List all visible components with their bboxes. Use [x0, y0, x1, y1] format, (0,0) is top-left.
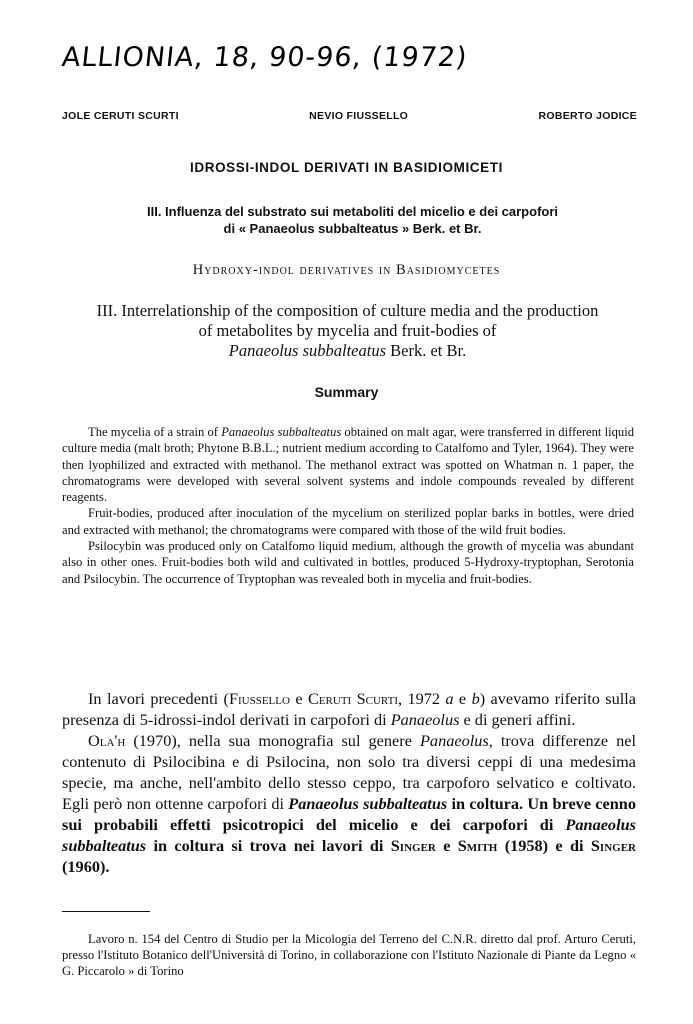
footnote — [62, 931, 636, 1024]
citation-author-ceruti-scurti: Ceruti Scurti — [307, 689, 398, 708]
body-p2-species-1: Panaeolus subbalteatus — [288, 794, 448, 813]
body-p1-and: e — [289, 689, 308, 708]
body-p1-text-b: ) avevamo riferito sulla presenza di 5-idrossi-indol derivati in carpofori di — [62, 689, 637, 729]
author-2: NEVIO FIUSSELLO — [309, 110, 409, 122]
body-p1-ref-a: a — [445, 689, 454, 708]
summary-text — [62, 424, 634, 587]
title-italian: IDROSSI-INDOL DERIVATI IN BASIDIOMICETI — [190, 160, 503, 175]
body-p2-text-d: in coltura si trova nei lavori di — [146, 836, 391, 855]
author-1: JOLE CERUTI SCURTI — [62, 110, 179, 122]
body-paragraph-2 — [62, 730, 636, 877]
summary-p1-text-a: The mycelia of a strain of — [88, 425, 222, 439]
citation-author-singer-2: Singer — [590, 836, 636, 855]
body-paragraph-1 — [62, 688, 636, 730]
body-p1-text-a: In lavori precedenti ( — [88, 689, 229, 708]
summary-paragraph-2: Fruit-bodies, produced after inoculation of the mycelium on sterilized poplar barks in bottles, were dried and extracted with methanol; the chromatograms were compared with those of the wild fruit bodies. — [62, 506, 634, 537]
body-p2-text-g: (1960). — [62, 857, 110, 876]
subtitle-italian-line-2: di « Panaeolus subbalteatus » Berk. et Br. — [223, 221, 482, 236]
body-p1-genus: Panaeolus — [390, 710, 460, 729]
body-p1-text-c: e di generi affini. — [459, 710, 576, 729]
author-3: ROBERTO JODICE — [538, 110, 637, 122]
citation-author-olah: Ola'h — [88, 731, 126, 750]
summary-paragraph-1 — [62, 424, 634, 505]
subtitle-english-line-3 — [55, 341, 640, 361]
body-p2-text-b: , trova differenze nel contenuto di Psilocibina e di Psilocina, non solo tra diversi ceppi di una medesima specie, ma anche, nell'ambito dello stesso ceppo, tra carpoforo selvatico e coltivato. Egli però non ottenne carpofori di — [62, 731, 636, 813]
species-name: Panaeolus subbalteatus — [228, 341, 386, 360]
footnote-text: Lavoro n. 154 del Centro di Studio per la Micologia del Terreno del C.N.R. diretto dal prof. Arturo Ceruti, presso l'Istituto Botanico dell'Università di Torino, in collaborazione con l'Istituto Nazionale di Piante da Legno « G. Piccarolo » di Torino — [62, 932, 636, 978]
citation-author-singer-1: Singer — [390, 836, 436, 855]
body-p2-species-2: Panaeolus subbalteatus — [62, 815, 636, 855]
body-p1-e: e — [453, 689, 472, 708]
body-p2-genus: Panaeolus — [419, 731, 489, 750]
body-p2-text-a: (1970), nella sua monografia sul genere — [125, 731, 420, 750]
summary-paragraph-3: Psilocybin was produced only on Catalfomo liquid medium, although the growth of mycelia was abundant also in other ones. Fruit-bodies both wild and cultivated in bottles, produced 5-Hydroxy-tryptophan, Serotonia and Psilocybin. The occurrence of Tryptophan was revealed both in mycelia and fruit-bodies. — [62, 539, 634, 586]
body-p1-year: , 1972 — [397, 689, 446, 708]
body-p1-ref-b: b — [471, 689, 480, 708]
citation-author-smith: Smith — [457, 836, 498, 855]
subtitle-italian — [80, 203, 625, 237]
footnote-rule — [62, 911, 150, 912]
summary-p1-text-b: obtained on malt agar, were transferred in different liquid culture media (malt broth; Phytone B.B.L.; nutrient medium according to Catalfomo and Tyler, 1964). They were then lyophilized and extracted with methanol. The methanol extract was spotted on Whatman n. 1 paper, the chromatograms were developed with several solvent systems and indole compounds revealed by different reagents. — [62, 425, 634, 505]
body-p2-text-f: (1958) e di — [497, 836, 591, 855]
body-p2-text-c: in coltura. Un breve cenno sui probabili effetti psicotropici del micelio e dei carpofori di — [62, 794, 636, 834]
subtitle-english-line-2: of metabolites by mycelia and fruit-bodies of — [198, 321, 497, 340]
body-p2-text-e: e — [435, 836, 458, 855]
handwritten-citation: ALLIONIA, 18, 90-96, (1972) — [60, 42, 470, 73]
author-line — [62, 110, 637, 122]
citation-author-fiussello: Fiussello — [228, 689, 290, 708]
species-authority: Berk. et Br. — [386, 341, 467, 360]
title-english: Hydroxy-indol derivatives in Basidiomycetes — [192, 262, 501, 278]
subtitle-english-line-1: III. Interrelationship of the composition of culture media and the production — [96, 301, 599, 320]
summary-heading: Summary — [314, 384, 379, 400]
subtitle-italian-line-1: III. Influenza del substrato sui metaboliti del micelio e dei carpofori — [146, 204, 559, 219]
subtitle-english — [55, 301, 640, 361]
summary-p1-species: Panaeolus subbalteatus — [221, 425, 342, 439]
body-text — [62, 688, 636, 877]
